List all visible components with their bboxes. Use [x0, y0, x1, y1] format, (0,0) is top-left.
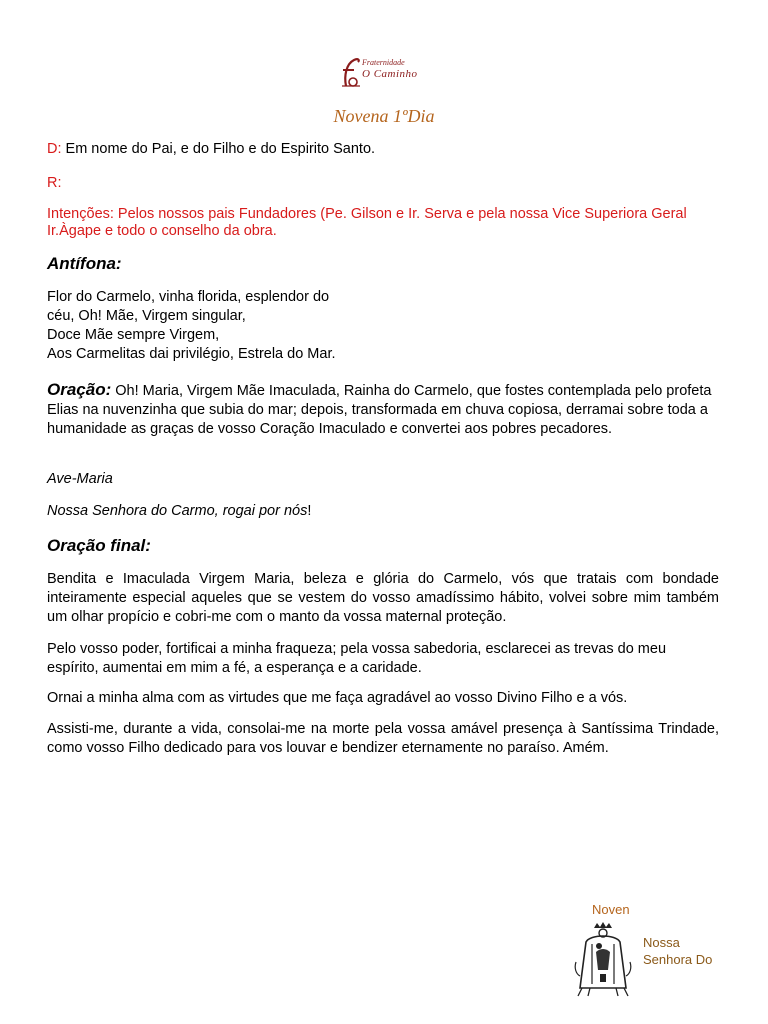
- logo-mark-icon: [340, 56, 362, 90]
- oracao-text: Oh! Maria, Virgem Mãe Imaculada, Rainha do Carmelo, que fostes contemplada pelo profeta Elias na nuvenzinha que subia do mar; depois, transformada em chuva copiosa, derramai sobre toda a humanidade as graças de vosso Coração Imaculado e convertei aos pobres pecadores.: [47, 383, 712, 437]
- antifona-line: Doce Mãe sempre Virgem,: [47, 327, 220, 343]
- invocation-text: Nossa Senhora do Carmo, rogai por nós: [47, 503, 308, 519]
- oracao-final-paragraph: Assisti-me, durante a vida, consolai-me na morte pela vossa amável presença à Santíssima Trindade, como vosso Filho dedicado para vos louvar e bendizer eternamente no paraíso. Amém.: [47, 721, 719, 756]
- versicle-d-label: D:: [47, 141, 62, 157]
- response-r-label: R:: [47, 175, 62, 191]
- oracao-final-paragraph: Bendita e Imaculada Virgem Maria, beleza e glória do Carmelo, vós que tratais com bondade inteiramente especial aqueles que se vestem do vosso amadíssimo hábito, volvei sobre mim também um olhar propício e cobri-me com o manto da vossa maternal proteção.: [47, 571, 719, 625]
- our-lady-illustration-icon: [572, 922, 634, 998]
- nossa-senhora-invocation: [47, 502, 719, 521]
- ave-maria: Ave-Maria: [47, 471, 113, 487]
- invocation-suffix: !: [307, 503, 312, 519]
- antifona-line: Flor do Carmelo, vinha florida, esplendor do: [47, 289, 330, 305]
- footer-nossa-line: Senhora Do: [643, 952, 713, 967]
- oracao-final-paragraph: Pelo vosso poder, fortificai a minha fraqueza; pela vossa sabedoria, esclarecei as trevas do meu espírito, aumentai em mim a fé, a esperança e a caridade.: [47, 641, 667, 676]
- versicle-d-text: Em nome do Pai, e do Filho e do Espirito Santo.: [65, 141, 376, 157]
- antifona-line: Aos Carmelitas dai privilégio, Estrela do Mar.: [47, 346, 336, 362]
- oracao-final-paragraph: Ornai a minha alma com as virtudes que me faça agradável ao vosso Divino Filho e a vós.: [47, 690, 628, 706]
- logo-text-fraternidade: Fraternidade: [362, 58, 405, 67]
- our-lady-image: [572, 922, 634, 998]
- logo-text-caminho: O Caminho: [362, 68, 418, 80]
- intentions: Intenções: Pelos nossos pais Fundadores (Pe. Gilson e Ir. Serva e pela nossa Vice Superiora Geral Ir.Àgape e todo o conselho da obra.: [47, 206, 687, 239]
- antifona-heading: Antífona:: [47, 254, 122, 273]
- oracao-heading: Oração:: [47, 380, 112, 399]
- antifona-line: céu, Oh! Mãe, Virgem singular,: [47, 308, 246, 324]
- footer-nossa-line: Nossa: [643, 935, 680, 950]
- oracao-final-heading: Oração final:: [47, 536, 151, 555]
- footer-nossa-senhora: [643, 934, 712, 968]
- versicle-d: [47, 140, 719, 159]
- footer-novena-text: Noven: [592, 902, 630, 917]
- logo: [340, 56, 432, 90]
- antifona-verse: [47, 288, 719, 364]
- page-title: Novena 1ºDia: [333, 106, 435, 126]
- oracao-paragraph: [47, 380, 719, 439]
